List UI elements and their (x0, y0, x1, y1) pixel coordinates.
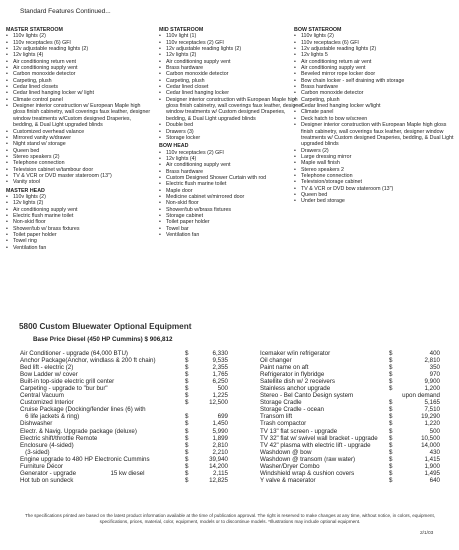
feature-item: • Electric flush marine toilet (4, 213, 152, 219)
option-price: 640 (429, 476, 440, 484)
option-price: 970 (429, 371, 440, 379)
feature-item: • Carpeting, plush (4, 78, 152, 84)
option-price: 14,200 (209, 462, 228, 470)
option-row (260, 449, 440, 456)
option-row (20, 350, 228, 357)
option-price: 430 (429, 448, 440, 456)
feature-item: • Brass hardware (157, 169, 305, 175)
feature-item: • Queen bed (4, 148, 152, 154)
feature-item: • Cedar lined closets (4, 84, 152, 90)
feature-item: • Television/storage cabinet (292, 179, 454, 185)
feature-item: • Custom Designed Shower Curtain with rod (157, 175, 305, 181)
publication-date: 2/1/03 (420, 531, 434, 536)
currency-symbol: $ (389, 434, 393, 442)
currency-symbol: $ (185, 371, 189, 379)
disclaimer-footer: The specifications printed are based on the latest product information available at the time of publication approval. The right is reserved to make changes at any time, without notice, in colors, equipment, specifications, prices, material, color, equipment, models or to discontinue models. *Illustrations may include optional equipment. (24, 513, 435, 524)
section-heading: BOW HEAD (159, 143, 189, 150)
feature-item: • Carbon monoxide detector (292, 90, 454, 96)
features-column-3 (292, 27, 454, 205)
option-label: Stereo - Bel Canto Design system (260, 392, 354, 400)
option-price: 2,810 (424, 357, 440, 365)
features-column-1 (4, 27, 152, 251)
currency-symbol: $ (389, 420, 393, 428)
currency-symbol: $ (389, 357, 393, 365)
currency-symbol: $ (185, 469, 189, 477)
section-heading: MASTER STATEROOM (6, 27, 63, 33)
feature-item: • 12v adjustable reading lights (2) (157, 46, 305, 52)
option-label: Bed lift - electric (2) (20, 364, 74, 372)
feature-item: • Toilet paper holder (4, 232, 152, 238)
feature-item: • Deck hatch to bow w/screen (292, 116, 454, 122)
feature-item: • Air conditioning return air vent (292, 59, 454, 65)
option-label: Washdown @ bow (260, 448, 312, 456)
feature-item: • Carpeting, plush (292, 97, 454, 103)
option-row (260, 428, 440, 435)
currency-symbol: $ (389, 364, 393, 372)
option-label: Icemaker w/in refrigerator (260, 350, 331, 357)
option-label: Carpeting - upgrade to "bur bur" (20, 385, 108, 393)
feature-item: • Drawers (3) (157, 129, 305, 135)
option-price: 1,225 (212, 392, 228, 400)
option-label: Electric shift/throttle Remote (20, 434, 98, 442)
option-price: 1,495 (424, 469, 440, 477)
currency-symbol: $ (185, 385, 189, 393)
option-row (260, 456, 440, 463)
option-row (260, 477, 440, 484)
option-label: Storage Cradle (260, 399, 302, 407)
feature-item: • Maple wall finish (292, 160, 454, 166)
currency-symbol: $ (389, 350, 393, 357)
option-row (260, 357, 440, 364)
feature-item: • Medicine cabinet w/mirrored door (157, 194, 305, 200)
option-label: TV 13" flat screen - upgrade (260, 427, 338, 435)
option-label: Electr. & Navig. Upgrade package (deluxe) (20, 427, 137, 435)
feature-item: • 12v lights (2) (4, 200, 152, 206)
currency-symbol: $ (185, 350, 189, 357)
option-row (20, 428, 228, 435)
currency-symbol: $ (185, 434, 189, 442)
feature-item: • Shower/tub w/ brass fixtures (4, 226, 152, 232)
feature-item: • Air conditioning supply vent (4, 207, 152, 213)
option-price: 1,450 (212, 420, 228, 428)
feature-item: • Under bed storage (292, 198, 454, 204)
currency-symbol: $ (389, 476, 393, 484)
option-label: Cruise Package (Docking/fender lines (6) with (20, 406, 146, 414)
option-label: Anchor Package(Anchor, windlass & 200 ft chain) (20, 357, 156, 365)
currency-symbol: $ (185, 357, 189, 365)
option-row (260, 378, 440, 385)
feature-item: • 110v receptacles (2) GFI (157, 150, 305, 156)
option-price: 10,500 (421, 434, 440, 442)
option-price: 6,330 (212, 350, 228, 357)
option-price: 14,000 (421, 441, 440, 449)
feature-item: • Ventilation fan (157, 232, 305, 238)
currency-symbol: $ (185, 399, 189, 407)
currency-symbol: $ (389, 385, 393, 393)
feature-item: • Toilet paper holder (157, 219, 305, 225)
option-row (20, 449, 228, 456)
feature-item: • Stereo speakers (2) (4, 154, 152, 160)
option-label: Furniture Décor (20, 462, 63, 470)
option-price: 1,900 (424, 462, 440, 470)
section-heading: BOW STATEROOM (294, 27, 342, 33)
option-price: 1,200 (424, 385, 440, 393)
currency-symbol: $ (389, 462, 393, 470)
feature-item: • Vanity stool (4, 179, 152, 185)
feature-item: • Electric flush marine toilet (157, 181, 305, 187)
option-row (20, 357, 228, 364)
feature-item: • Non-skid floor (157, 200, 305, 206)
feature-item: • 12v adjustable reading lights (2) (4, 46, 152, 52)
option-label: Enclosure (4-sided) (20, 441, 74, 449)
currency-symbol: $ (389, 441, 393, 449)
section-heading: MID STATEROOM (159, 27, 204, 33)
option-price: 699 (217, 413, 228, 421)
feature-item: • Storage locker (157, 135, 305, 141)
option-label: Customized Interior (20, 399, 74, 407)
currency-symbol: $ (185, 413, 189, 421)
currency-symbol: $ (185, 364, 189, 372)
option-price: 1,899 (212, 434, 228, 442)
option-label: Central Vacuum (20, 392, 64, 400)
option-price: 1,765 (212, 371, 228, 379)
feature-item: • Mirrored vanity w/drawer (4, 135, 152, 141)
feature-item: • TV & VCR or DVD bow stateroom (13") (292, 186, 454, 192)
option-label: Stainless anchor upgrade (260, 385, 331, 393)
option-label: Paint name on aft (260, 364, 309, 372)
feature-item: • Customized overhead valance (4, 129, 152, 135)
feature-item: • Cedar lined hanging locker (157, 90, 305, 96)
option-label: Dishwasher (20, 420, 53, 428)
feature-item: • Carbon monoxide detector (157, 71, 305, 77)
option-label: (3-sided) (20, 448, 50, 456)
feature-item: • 110v receptacles (6) GFI (4, 40, 152, 46)
currency-symbol: $ (185, 441, 189, 449)
feature-item: • Carpeting, plush (157, 78, 305, 84)
option-label: Generator - upgrade 15 kw diesel (20, 469, 145, 477)
feature-item: • 12v lights (4) (4, 52, 152, 58)
feature-item: • 12v lights (2) (157, 52, 305, 58)
option-label: Satellite dish w/ 2 receivers (260, 378, 335, 386)
feature-item: • 110v lights (2) (4, 33, 152, 39)
feature-item: • Brass hardware (157, 65, 305, 71)
feature-item: • Night stand w/ storage (4, 141, 152, 147)
option-price: 500 (217, 385, 228, 393)
option-row (260, 371, 440, 378)
options-list-right (260, 350, 440, 484)
feature-item: • Climate panel (292, 109, 454, 115)
option-row (20, 463, 228, 470)
currency-symbol: $ (185, 448, 189, 456)
option-price: upon demand (402, 392, 440, 400)
currency-symbol: $ (389, 399, 393, 407)
feature-item: • Ventilation fan (4, 245, 152, 251)
feature-item: • Climate control panel (4, 97, 152, 103)
base-price: Base Price Diesel (450 HP Cummins) $ 906,812 (33, 336, 173, 343)
option-label: TV 42" plasma with electric lift - upgrade (260, 441, 371, 449)
currency-symbol: $ (185, 427, 189, 435)
feature-item: • 110v light (1) (157, 33, 305, 39)
option-row (20, 420, 228, 427)
option-price: 2,210 (212, 448, 228, 456)
options-list-left (20, 350, 228, 484)
feature-item: • Double bed (157, 122, 305, 128)
option-price: 39,940 (209, 455, 228, 463)
currency-symbol: $ (389, 371, 393, 379)
feature-item: • Bow chain locker - self draining with storage (292, 78, 454, 84)
currency-symbol: $ (389, 378, 393, 386)
option-label: Y valve & macerator (260, 476, 316, 484)
feature-item: • 12v adjustable reading lights (2) (292, 46, 454, 52)
option-row (20, 456, 228, 463)
currency-symbol: $ (185, 476, 189, 484)
option-row (260, 406, 440, 413)
option-row (260, 470, 440, 477)
option-price: 1,415 (424, 455, 440, 463)
option-price: 2,355 (212, 364, 228, 372)
feature-item: • Shower/tub w/brass fixtures (157, 207, 305, 213)
feature-item: • Telephone connection (292, 173, 454, 179)
currency-symbol: $ (389, 413, 393, 421)
feature-item: • Air conditioning return vent (4, 59, 152, 65)
option-label: Engine upgrade to 480 HP Electronic Cummins (20, 455, 150, 463)
standard-features-title: Standard Features Continued... (20, 8, 111, 15)
option-row (20, 399, 228, 406)
option-label: Storage Cradle - ocean (260, 406, 324, 414)
feature-item: • 12v lights (4) (157, 156, 305, 162)
option-price: 500 (429, 427, 440, 435)
option-label: 6 life jackets & ring) (20, 413, 80, 421)
feature-item: • 110v receptacles (6) GFI (292, 40, 454, 46)
feature-item: • Towel bar (157, 226, 305, 232)
option-price: 9,900 (424, 378, 440, 386)
section-heading: MASTER HEAD (6, 187, 45, 194)
option-label: Transom lift (260, 413, 293, 421)
option-price: 9,535 (212, 357, 228, 365)
feature-item: • Queen bed (292, 192, 454, 198)
option-price: 19,290 (421, 413, 440, 421)
option-row (20, 435, 228, 442)
feature-item: • Air conditioning supply vent (157, 59, 305, 65)
option-label: Refrigerator in flybridge (260, 371, 325, 379)
option-price: 350 (429, 364, 440, 372)
option-label: Oil changer (260, 357, 292, 365)
option-label: Trash compactor (260, 420, 307, 428)
option-row (20, 378, 228, 385)
feature-item: • 110v lights (2) (292, 33, 454, 39)
option-label: Hot tub on sundeck (20, 476, 74, 484)
option-row (20, 406, 228, 413)
option-price: 5,165 (424, 399, 440, 407)
option-label: Washdown @ transom (raw water) (260, 455, 356, 463)
option-price: 5,990 (212, 427, 228, 435)
option-row (260, 420, 440, 427)
optional-equipment-title: 5800 Custom Bluewater Optional Equipment (19, 322, 192, 331)
option-row (20, 392, 228, 399)
option-label: Bow Ladder w/ cover (20, 371, 78, 379)
feature-item: • Stereo speakers 2 (292, 167, 454, 173)
currency-symbol: $ (185, 378, 189, 386)
option-row (20, 385, 228, 392)
currency-symbol: $ (185, 462, 189, 470)
option-row (260, 392, 440, 399)
feature-item: • Designer interior construction with European Maple high gloss finish cabinetry, wall coverings faux leather, designer window treatments w/ Custom designed Draperies, bedding, & Dual Light upgraded blinds (292, 122, 454, 147)
feature-item: • 110v receptacles (2) GFI (157, 40, 305, 46)
currency-symbol: $ (389, 406, 393, 414)
feature-item: • Storage cabinet (157, 213, 305, 219)
feature-item: • Beveled mirror rope locker door (292, 71, 454, 77)
option-row (20, 470, 228, 477)
feature-item: • Brass hardware (292, 84, 454, 90)
feature-item: • TV & VCR or DVD master stateroom (13") (4, 173, 152, 179)
option-label: Washer/Dryer Combo (260, 462, 320, 470)
feature-item: • Non-skid floor (4, 219, 152, 225)
option-row (20, 477, 228, 484)
option-row (260, 413, 440, 420)
feature-item: • Cedar lined hanging locker w/light (292, 103, 454, 109)
option-price: 2,810 (212, 441, 228, 449)
feature-item: • Drawers (2) (292, 148, 454, 154)
option-row (20, 371, 228, 378)
option-label: TV 32" flat w/ swivel wall bracket - upgrade (260, 434, 378, 442)
currency-symbol: $ (389, 455, 393, 463)
feature-item: • Carbon monoxide detector (4, 71, 152, 77)
feature-item: • Air conditioning supply vent (292, 65, 454, 71)
currency-symbol: $ (389, 448, 393, 456)
feature-item: • Designer interior construction with European Maple high gloss finish cabinetry, wall coverings faux leather, designer window treatments w/ Custom designed Draperies, bedding, & Dual Light upgraded blinds (157, 97, 305, 122)
feature-item: • Designer interior construction w/ European Maple high gloss finish cabinetry, wall coverings faux leather, designer window treatments w/Custom designed Draperies, bedding, & Dual Light upgraded blinds (4, 103, 152, 128)
option-row (260, 435, 440, 442)
option-price: 2,115 (212, 469, 228, 477)
option-row (20, 364, 228, 371)
feature-item: • Air conditioning supply vent (157, 162, 305, 168)
option-row (260, 350, 440, 357)
option-price: 6,250 (212, 378, 228, 386)
option-row (260, 442, 440, 449)
feature-item: • Telephone connection (4, 160, 152, 166)
option-label: Built-in top-side electric grill center (20, 378, 115, 386)
option-row (20, 442, 228, 449)
feature-item: • Maple door (157, 188, 305, 194)
option-row (260, 385, 440, 392)
feature-item: • 110v lights (2) (4, 194, 152, 200)
feature-item: • Cedar lined closet (157, 84, 305, 90)
option-label: Air Conditioner - upgrade (64,000 BTU) (20, 350, 128, 357)
currency-symbol: $ (185, 420, 189, 428)
feature-item: • 12v lights 5 (292, 52, 454, 58)
currency-symbol: $ (185, 392, 189, 400)
currency-symbol: $ (185, 455, 189, 463)
option-label: Windshield wrap & cushion covers (260, 469, 355, 477)
currency-symbol: $ (389, 427, 393, 435)
currency-symbol: $ (389, 469, 393, 477)
feature-item: • Air conditioning supply vent (4, 65, 152, 71)
feature-item: • Cedar lined hanging locker w/ light (4, 90, 152, 96)
option-row (260, 463, 440, 470)
option-row (260, 364, 440, 371)
option-row (260, 399, 440, 406)
option-price: 12,825 (209, 476, 228, 484)
feature-item: • Large dressing mirror (292, 154, 454, 160)
option-price: 12,500 (209, 399, 228, 407)
features-column-2 (157, 27, 305, 238)
option-price: 1,220 (424, 420, 440, 428)
option-price: 7,510 (424, 406, 440, 414)
option-price: 400 (429, 350, 440, 357)
feature-item: • Towel ring (4, 238, 152, 244)
option-row (20, 413, 228, 420)
feature-item: • Television cabinet w/tambour door (4, 167, 152, 173)
